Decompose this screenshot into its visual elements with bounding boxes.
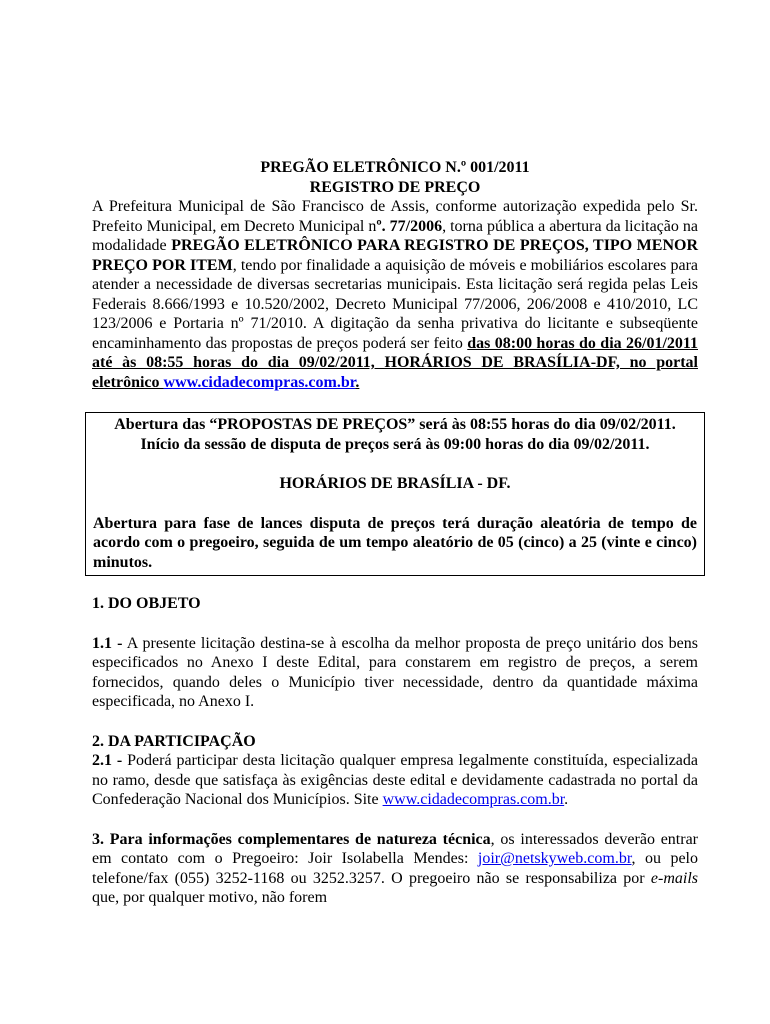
box-line-bidding: Abertura para fase de lances disputa de preços terá duração aleatória de tempo de acordo com o pregoeiro, seguida de um tempo aleatório de 05 (cinco) a 25 (vinte e cinco) minutos. bbox=[93, 514, 697, 571]
document-page bbox=[92, 158, 698, 908]
section-3-text-1: , os interessados deverão entrar em contato com o Pregoeiro: Joir Isolabella Mendes: bbox=[92, 830, 698, 867]
email-link[interactable]: joir@netskyweb.com.br bbox=[477, 850, 632, 867]
box-line-session: Início da sessão de disputa de preços será às 09:00 horas do dia 09/02/2011. bbox=[140, 435, 650, 453]
section-2-text: Poderá participar desta licitação qualquer empresa legalmente constituída, especializada no ramo, desde que satisfaça às exigências deste edital e devidamente cadastrada no portal da Confederação Nacional dos Municípios. Site bbox=[92, 752, 699, 808]
intro-text-2: , torna pública a abertura da licitação na modalidade bbox=[92, 217, 698, 254]
intro-text-3: , tendo por finalidade a aquisição de móveis e mobiliários escolares para atender a necessidade de diversas secretarias municipais. Esta licitação será regida pelas Leis Federais 8.666/1993 e 10.520/2002, Decreto Municipal 77/2006, 206/2008 e 410/2010, LC 123/2006 e Portaria nº 71/2010. A digitação da senha privativa do licitante e subseqüente encaminhamento das propostas de preços poderá ser feito bbox=[92, 256, 698, 352]
section-2-tail: . bbox=[564, 791, 569, 808]
site-link[interactable]: www.cidadecompras.com.br bbox=[382, 791, 565, 808]
portal-link[interactable]: www.cidadecompras.com.br bbox=[163, 373, 356, 391]
section-3-text-2: , ou pelo telefone/fax (055) 3252-1168 ou 3252.3257. O pregoeiro não se responsabiliza por bbox=[92, 850, 698, 887]
section-2-number: 2.1 - bbox=[92, 752, 123, 769]
link-tail: . bbox=[355, 373, 360, 391]
decree-number: º. 77/2006 bbox=[376, 217, 443, 235]
emails-word: e-mails bbox=[650, 869, 698, 887]
intro-text-1: A Prefeitura Municipal de São Francisco de Assis, conforme autorização expedida pelo Sr. Prefeito Municipal, em Decreto Municipal n bbox=[92, 198, 698, 235]
box-line-opening: Abertura das “PROPOSTAS DE PREÇOS” será às 08:55 horas do dia 09/02/2011. bbox=[114, 416, 676, 433]
section-3-paragraph bbox=[92, 830, 698, 908]
section-2-paragraph bbox=[92, 751, 698, 810]
document-subtitle: REGISTRO DE PREÇO bbox=[309, 178, 481, 196]
section-1-text: A presente licitação destina-se à escolha da melhor proposta de preço unitário dos bens especificados no Anexo I deste Edital, para constarem em registro de preços, a serem fornecidos, quando deles o Município tiver necessidade, dentro da quantidade máxima especificada, no Anexo I. bbox=[92, 634, 699, 710]
schedule-box bbox=[85, 412, 705, 576]
section-3-text-3: que, por qualquer motivo, não forem bbox=[92, 889, 328, 906]
box-line-timezone: HORÁRIOS DE BRASÍLIA - DF. bbox=[279, 475, 511, 492]
section-1-heading: 1. DO OBJETO bbox=[92, 595, 201, 612]
section-1-number: 1.1 - bbox=[92, 634, 123, 652]
section-1-paragraph bbox=[92, 634, 698, 712]
modality: PREGÃO ELETRÔNICO PARA REGISTRO DE PREÇOS, TIPO MENOR PREÇO POR ITEM bbox=[92, 237, 699, 274]
schedule-text: das 08:00 horas do dia 26/01/2011 até às 08:55 horas do dia 09/02/2011, HORÁRIOS DE BRASÍLIA-DF, no portal eletrônico bbox=[92, 334, 699, 391]
section-3-heading: 3. Para informações complementares de natureza técnica bbox=[92, 830, 491, 848]
intro-paragraph bbox=[92, 197, 698, 392]
document-title: PREGÃO ELETRÔNICO N.º 001/2011 bbox=[260, 159, 530, 176]
section-2-heading: 2. DA PARTICIPAÇÃO bbox=[92, 732, 256, 750]
